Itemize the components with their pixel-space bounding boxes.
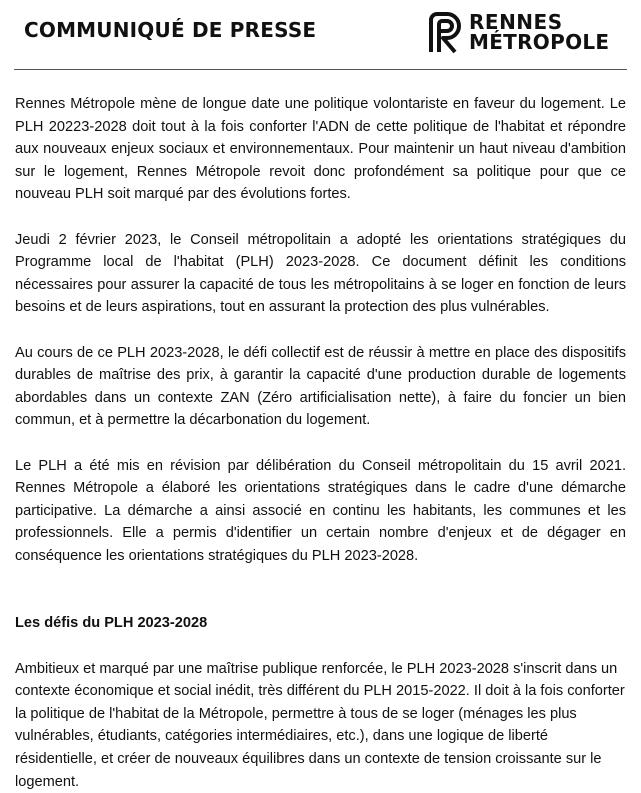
- header-divider: [14, 69, 627, 70]
- press-release-body: [15, 93, 626, 793]
- logo-line-2: MÉTROPOLE: [469, 30, 610, 54]
- paragraph-1: Rennes Métropole mène de longue date une politique volontariste en faveur du logement. Le PLH 20223-2028 doit tout à la fois conforter l'ADN de cette politique de l'habitat et répondre aux nouveaux enjeux sociaux et environnementaux. Pour maintenir un haut niveau d'ambition sur le logement, Rennes Métropole revoit donc profondément sa politique pour que ce nouveau PLH soit marqué par des évolutions fortes.: [15, 96, 626, 203]
- document-title: COMMUNIQUÉ DE PRESSE: [24, 18, 317, 42]
- section-paragraph: Ambitieux et marqué par une maîtrise publique renforcée, le PLH 2023-2028 s'inscrit dans un contexte économique et social inédit, très différent du PLH 2015-2022. Il doit à la fois conforter la politique de l'habitat de la Métropole, permettre à tous de se loger (ménages les plus vulnérables, étudiants, catégories intermédiaires, etc.), dans une logique de liberté résidentielle, et créer de nouveaux équilibres dans un contexte de tension croissante sur le logement.: [15, 660, 625, 790]
- rennes-metropole-logo: [425, 12, 625, 56]
- logo-wordmark: [469, 12, 609, 52]
- paragraph-3: Au cours de ce PLH 2023-2028, le défi collectif est de réussir à mettre en place des dispositifs durables de maîtrise des prix, à garantir la capacité d'une production durable de logements abordables dans un contexte ZAN (Zéro artificialisation nette), à faire du foncier un bien commun, et à permettre la décarbonation du logement.: [15, 344, 626, 429]
- logo-line-1: RENNES: [469, 10, 563, 34]
- rennes-metropole-logo-icon: [425, 12, 465, 54]
- paragraph-4: Le PLH a été mis en révision par délibération du Conseil métropolitain du 15 avril 2021. Rennes Métropole a élaboré les orientations stratégiques dans le cadre d'une démarche participative. La démarche a ainsi associé en continu les habitants, les communes et les professionnels. Elle a permis d'identifier un certain nombre d'enjeux et de dégager en conséquence les orientations stratégiques du PLH 2023-2028.: [15, 457, 626, 564]
- page-header: [0, 0, 641, 70]
- paragraph-2: Jeudi 2 février 2023, le Conseil métropolitain a adopté les orientations stratégiques du Programme local de l'habitat (PLH) 2023-2028. Ce document définit les conditions nécessaires pour assurer la capacité de tous les métropolitains à se loger en fonction de leurs besoins et de leurs aspirations, tout en assurant la protection des plus vulnérables.: [15, 231, 626, 316]
- section-heading: Les défis du PLH 2023-2028: [15, 615, 208, 632]
